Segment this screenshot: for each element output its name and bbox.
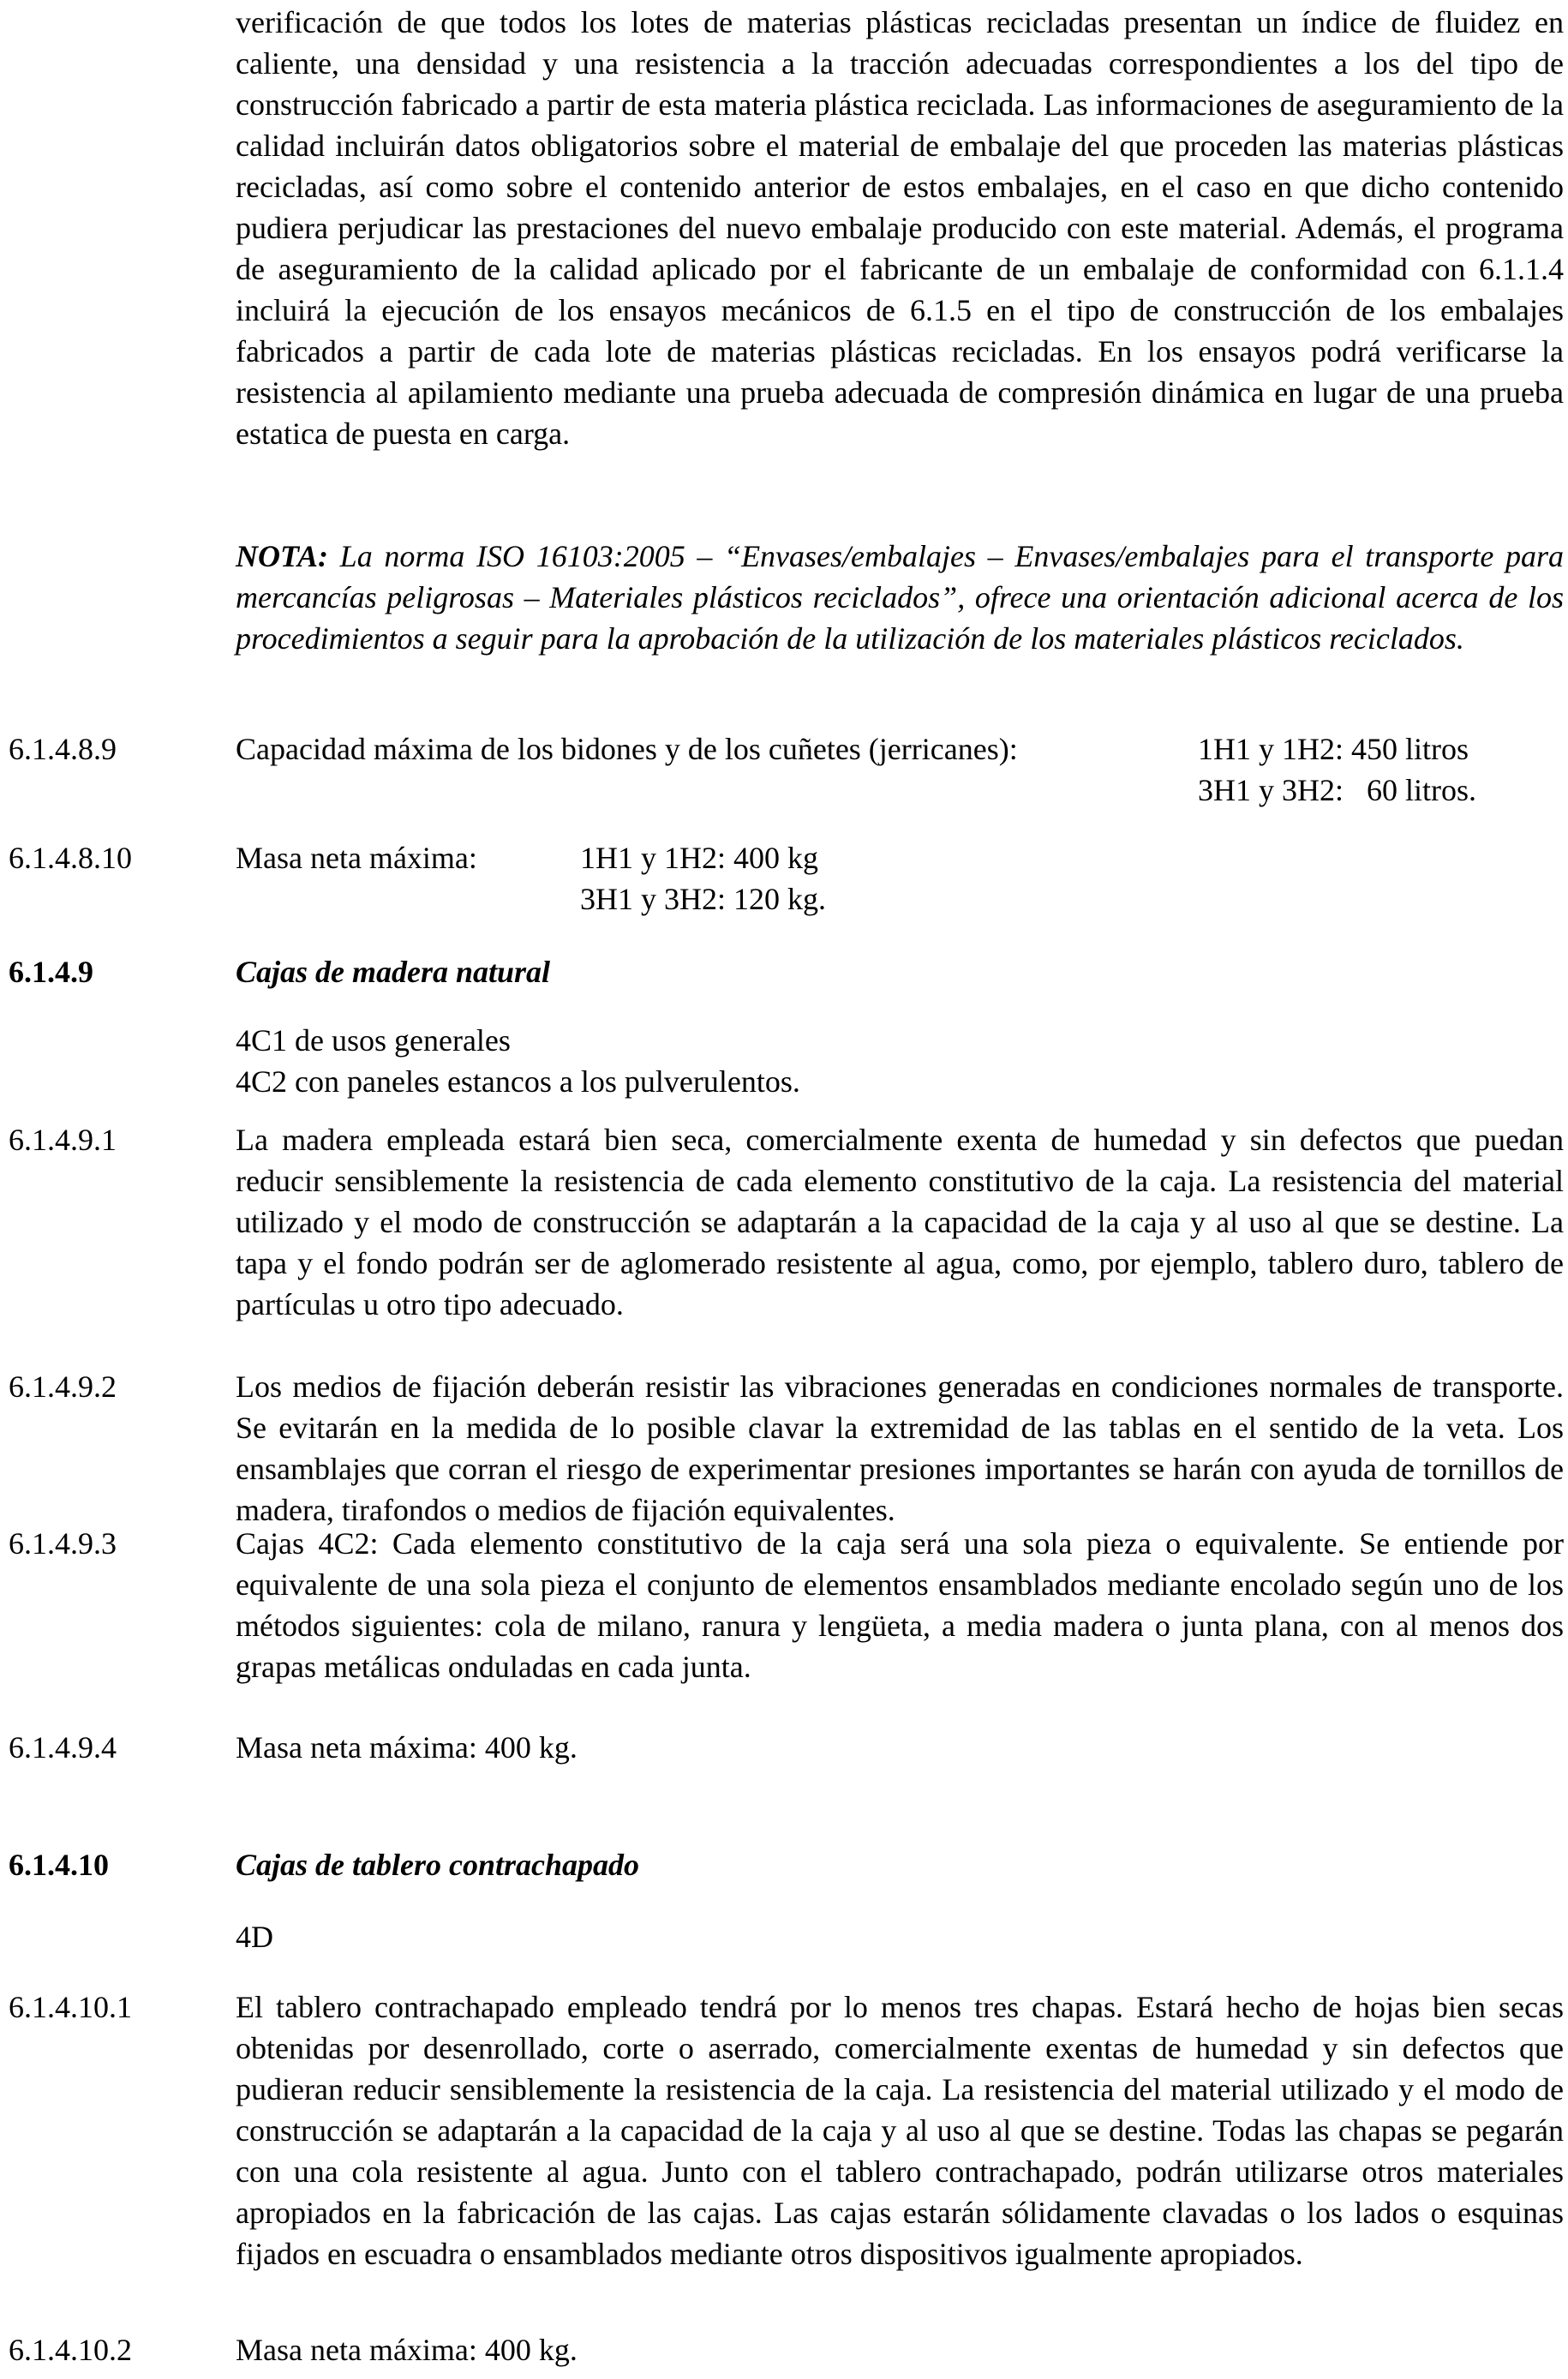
section-text: Masa neta máxima: 400 kg. xyxy=(236,2333,578,2367)
section-text: Cajas 4C2: Cada elemento constitutivo de la caja será una sola pieza o equivalente. Se entiende por equivalente de una sola pieza el conjunto de elementos ensamblados mediante encolado según uno de los métodos siguientes: cola de milano, ranura y lengüeta, a media madera o junta plana, con al menos dos grapas metálicas onduladas en cada junta. xyxy=(236,1526,1564,1684)
net-mass-value-1: 1H1 y 1H2: 400 kg xyxy=(580,841,818,875)
section-number: 6.1.4.8.9 xyxy=(9,732,117,766)
note-text: La norma ISO 16103:2005 – “Envases/embalajes – Envases/embalajes para el transporte para mercancías peligrosas – Materiales plásticos reciclados”, ofrece una orientación adicional acerca de los procedimientos a seguir para la aprobación de la utilización de los materiales plásticos reciclados. xyxy=(236,539,1564,656)
intro-paragraph: verificación de que todos los lotes de materias plásticas recicladas presentan un índice de fluidez en caliente, una densidad y una resistencia a la tracción adecuadas correspondientes a los del tipo de construcción fabricado a partir de esta materia plástica reciclada. Las informaciones de aseguramiento de la calidad incluirán datos obligatorios sobre el material de embalaje del que proceden las materias plásticas recicladas, así como sobre el contenido anterior de estos embalajes, en el caso en que dicho contenido pudiera perjudicar las prestaciones del nuevo embalaje producido con este material. Además, el programa de aseguramiento de la calidad aplicado por el fabricante de un embalaje de conformidad con 6.1.1.4 incluirá la ejecución de los ensayos mecánicos de 6.1.5 en el tipo de construcción de los embalajes fabricados a partir de cada lote de materias plásticas recicladas. En los ensayos podrá verificarse la resistencia al apilamiento mediante una prueba adecuada de compresión dinámica en lugar de una prueba estatica de puesta en carga. xyxy=(236,5,1564,451)
section-text: Los medios de fijación deberán resistir las vibraciones generadas en condiciones normales de transporte. Se evitarán en la medida de lo posible clavar la extremidad de las tablas en el sentido de la veta. Los ensamblajes que corran el riesgo de experimentar presiones importantes se harán con ayuda de tornillos de madera, tirafondos o medios de fijación equivalentes. xyxy=(236,1369,1564,1527)
capacity-value-2: 3H1 y 3H2: 60 litros. xyxy=(1198,773,1477,807)
section-number: 6.1.4.9.2 xyxy=(9,1369,117,1404)
code-4c1: 4C1 de usos generales xyxy=(236,1023,511,1058)
section-title: Cajas de madera natural xyxy=(236,955,551,989)
section-number: 6.1.4.9 xyxy=(9,955,93,989)
capacity-label: Capacidad máxima de los bidones y de los cuñetes (jerricanes): xyxy=(236,732,1018,766)
code-4d: 4D xyxy=(236,1920,273,1954)
note-paragraph xyxy=(236,536,1564,659)
section-title: Cajas de tablero contrachapado xyxy=(236,1848,640,1882)
net-mass-label: Masa neta máxima: xyxy=(236,841,477,875)
section-text: El tablero contrachapado empleado tendrá por lo menos tres chapas. Estará hecho de hojas bien secas obtenidas por desenrollado, corte o aserrado, comercialmente exentas de humedad y sin defectos que pudieran reducir sensiblemente la resistencia de la caja. La resistencia del material utilizado y el modo de construcción se adaptarán a la capacidad de la caja y al uso al que se destine. Todas las chapas se pegarán con una cola resistente al agua. Junto con el tablero contrachapado, podrán utilizarse otros materiales apropiados en la fabricación de las cajas. Las cajas estarán sólidamente clavadas o los lados o esquinas fijados en escuadra o ensamblados mediante otros dispositivos igualmente apropiados. xyxy=(236,1990,1564,2271)
note-label: NOTA: xyxy=(236,539,328,573)
section-number: 6.1.4.9.1 xyxy=(9,1123,117,1157)
section-number: 6.1.4.10.2 xyxy=(9,2333,132,2367)
code-4c2: 4C2 con paneles estancos a los pulverulentos. xyxy=(236,1064,800,1099)
section-number: 6.1.4.10 xyxy=(9,1848,109,1882)
capacity-value-1: 1H1 y 1H2: 450 litros xyxy=(1198,732,1469,766)
section-number: 6.1.4.10.1 xyxy=(9,1990,132,2024)
net-mass-value-2: 3H1 y 3H2: 120 kg. xyxy=(580,882,826,916)
section-number: 6.1.4.8.10 xyxy=(9,841,132,875)
section-text: La madera empleada estará bien seca, comercialmente exenta de humedad y sin defectos que puedan reducir sensiblemente la resistencia de cada elemento constitutivo de la caja. La resistencia del material utilizado y el modo de construcción se adaptarán a la capacidad de la caja y al uso al que se destine. La tapa y el fondo podrán ser de aglomerado resistente al agua, como, por ejemplo, tablero duro, tablero de partículas u otro tipo adecuado. xyxy=(236,1123,1564,1321)
section-number: 6.1.4.9.4 xyxy=(9,1730,117,1765)
section-text: Masa neta máxima: 400 kg. xyxy=(236,1730,578,1765)
section-number: 6.1.4.9.3 xyxy=(9,1526,117,1561)
